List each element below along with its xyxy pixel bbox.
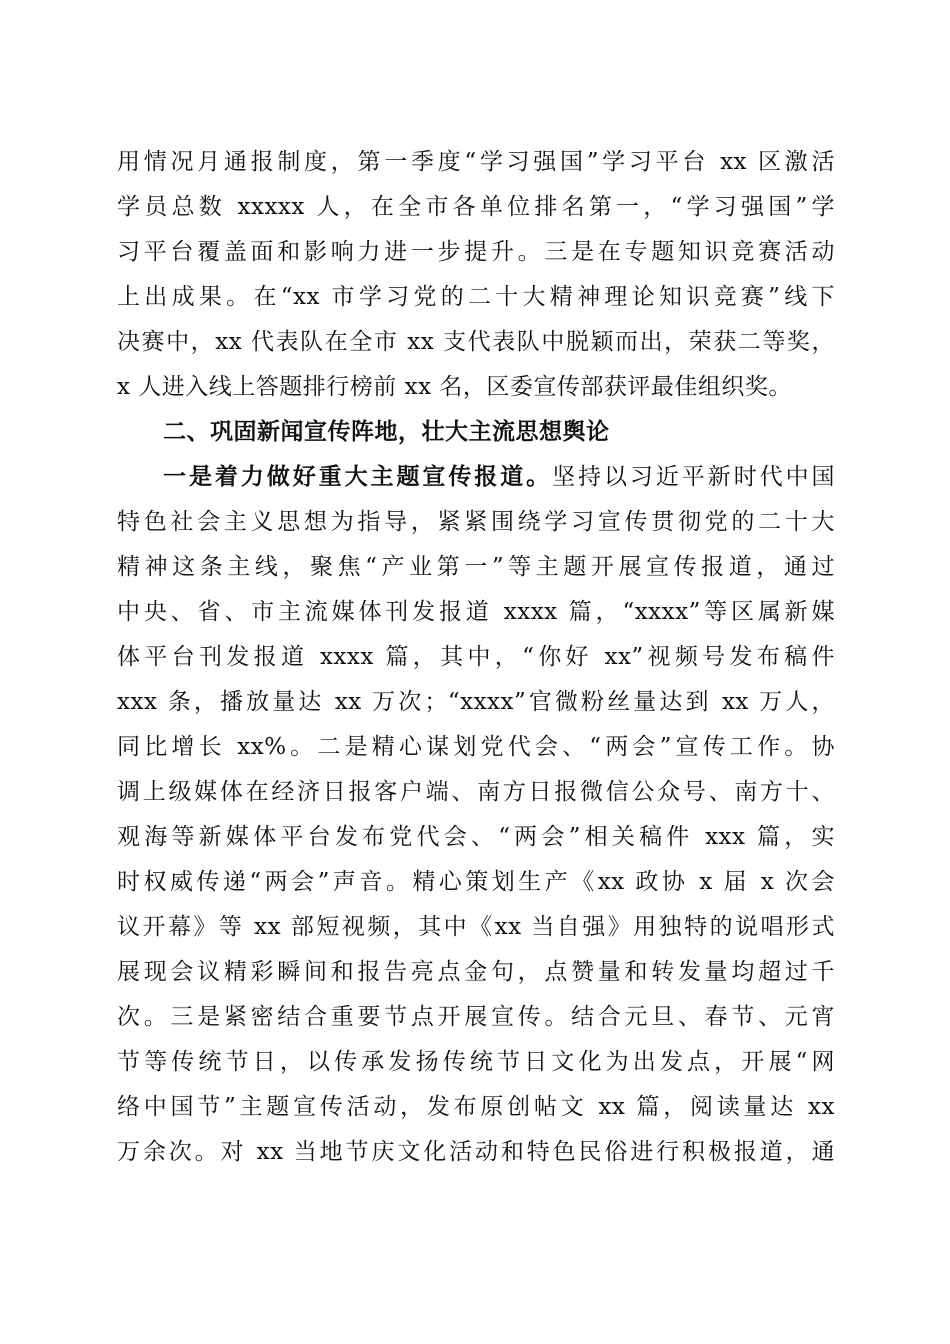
text-line: 观海等新媒体平台发布党代会、“两会”相关稿件 xxx 篇，实 xyxy=(117,824,835,850)
text-line: 节等传统节日，以传承发扬传统节日文化为出发点，开展“网 xyxy=(117,1049,835,1075)
text-line: 用情况月通报制度，第一季度“学习强国”学习平台 xx 区激活 xyxy=(117,149,835,175)
text-line: 时权威传递“两会”声音。精心策划生产《xx 政协 x 届 x 次会 xyxy=(117,869,835,895)
text-line: 同比增长 xx%。二是精心谋划党代会、“两会”宣传工作。协 xyxy=(117,734,835,760)
text-line: x 人进入线上答题排行榜前 xx 名，区委宣传部获评最佳组织奖。 xyxy=(117,374,792,400)
text-line: 学员总数 xxxxx 人，在全市各单位排名第一，“学习强国”学 xyxy=(117,194,835,220)
text-line: 体平台刊发报道 xxxx 篇，其中，“你好 xx”视频号发布稿件 xyxy=(117,644,835,670)
text-line: 万余次。对 xx 当地节庆文化活动和特色民俗进行积极报道，通 xyxy=(117,1139,835,1165)
text-line: 调上级媒体在经济日报客户端、南方日报微信公众号、南方十、 xyxy=(117,779,835,805)
paragraph-lead-bold: 一是着力做好重大主题宣传报道。 xyxy=(163,464,553,490)
text-line: xxx 条，播放量达 xx 万次；“xxxx”官微粉丝量达到 xx 万人， xyxy=(117,689,835,715)
text-line: 络中国节”主题宣传活动，发布原创帖文 xx 篇，阅读量达 xx xyxy=(117,1094,835,1120)
text-line: 上出成果。在“xx 市学习党的二十大精神理论知识竞赛”线下 xyxy=(117,284,835,310)
paragraph-lead-line xyxy=(117,455,835,500)
section-heading: 二、巩固新闻宣传阵地，壮大主流思想舆论 xyxy=(163,419,610,445)
document-body xyxy=(117,140,835,1175)
text-line: 议开幕》等 xx 部短视频，其中《xx 当自强》用独特的说唱形式 xyxy=(117,914,835,940)
text-line: 特色社会主义思想为指导，紧紧围绕学习宣传贯彻党的二十大 xyxy=(117,509,835,535)
text-line: 展现会议精彩瞬间和报告亮点金句，点赞量和转发量均超过千 xyxy=(117,959,835,985)
text-line: 精神这条主线，聚焦“产业第一”等主题开展宣传报道，通过 xyxy=(117,554,835,580)
text-line: 次。三是紧密结合重要节点开展宣传。结合元旦、春节、元宵 xyxy=(117,1004,835,1030)
text-line: 中央、省、市主流媒体刊发报道 xxxx 篇，“xxxx”等区属新媒 xyxy=(117,599,835,625)
paragraph-lead-rest: 坚持以习近平新时代中国 xyxy=(552,464,836,490)
text-line: 决赛中，xx 代表队在全市 xx 支代表队中脱颖而出，荣获二等奖， xyxy=(117,329,835,355)
text-line: 习平台覆盖面和影响力进一步提升。三是在专题知识竞赛活动 xyxy=(117,239,835,265)
